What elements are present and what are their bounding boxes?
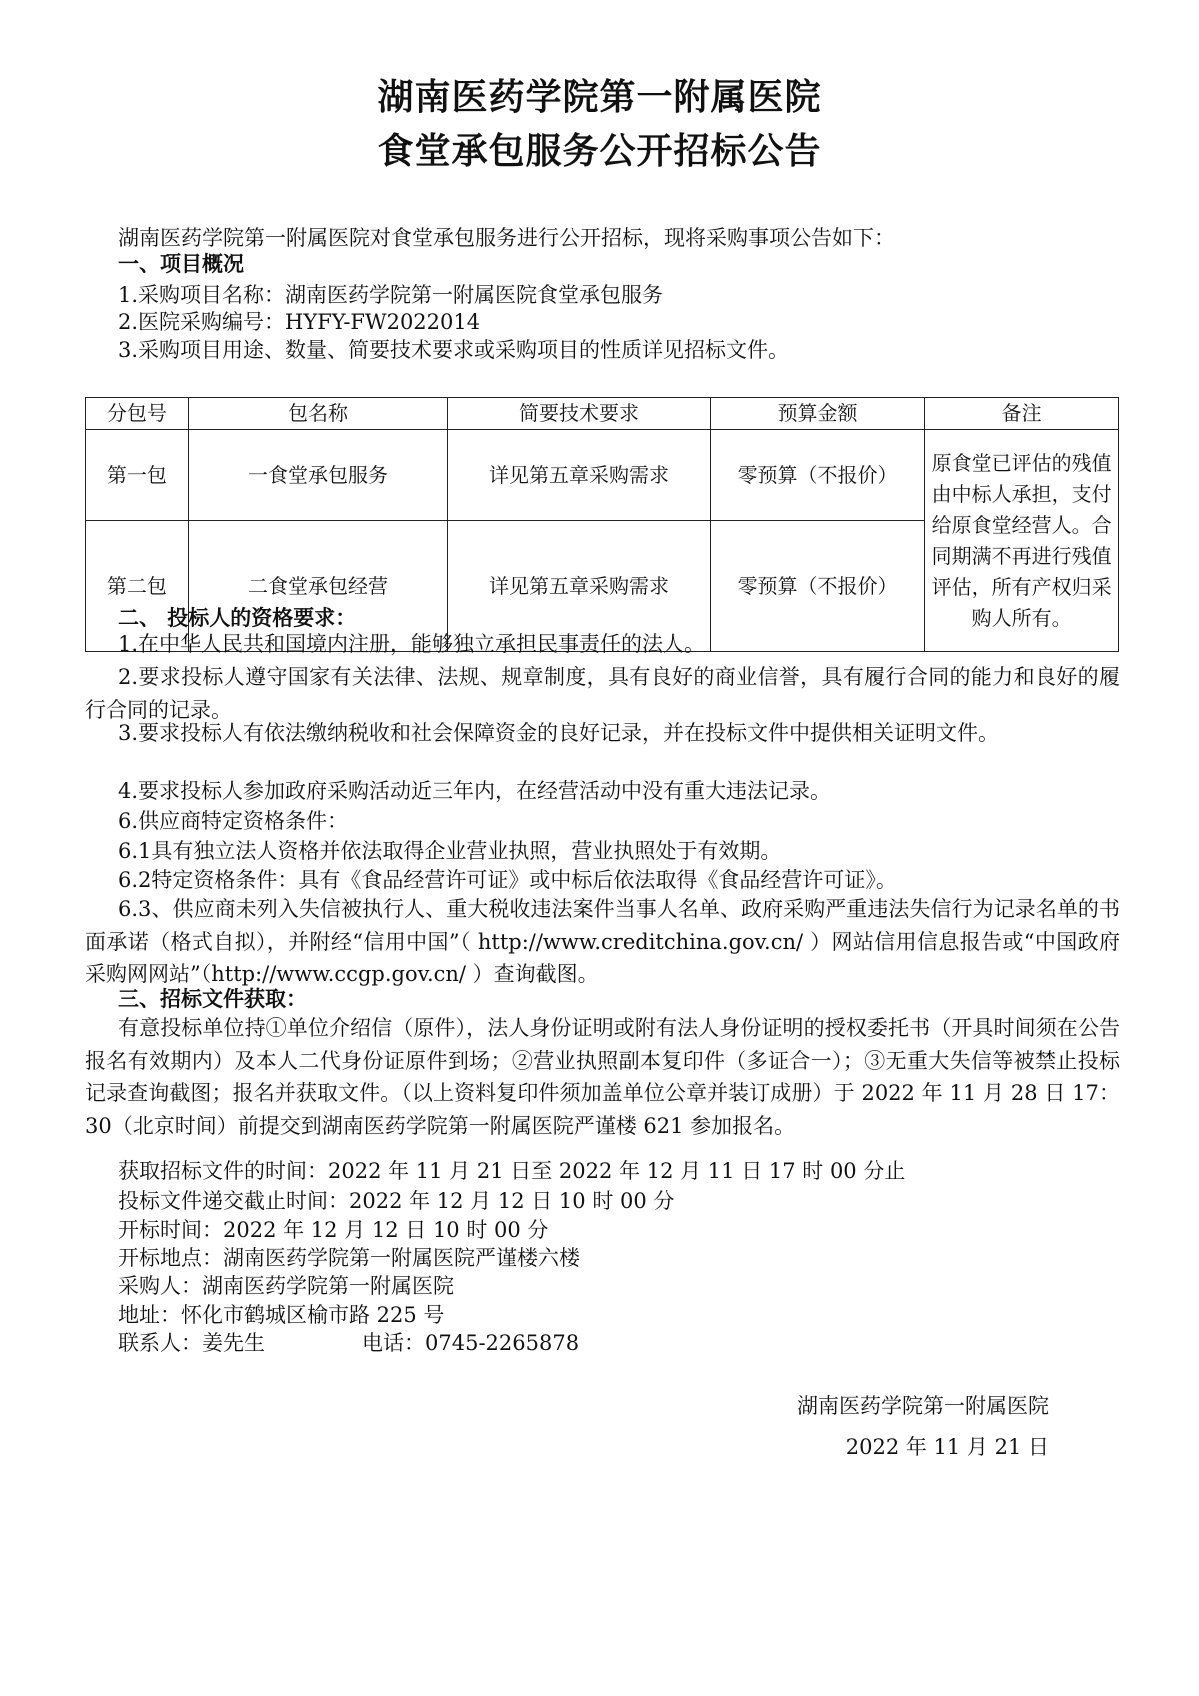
table-header-cell: 简要技术要求	[448, 398, 711, 430]
section1-item: 1.采购项目名称：湖南医药学院第一附属医院食堂承包服务	[118, 283, 664, 307]
table-cell-budget: 零预算（不报价）	[710, 521, 924, 652]
table-header-cell: 预算金额	[710, 398, 924, 430]
section3-paragraph: 有意投标单位持①单位介绍信（原件），法人身份证明或附有法人身份证明的授权委托书（开具时间须在公告报名有效期内）及本人二代身份证原件到场；②营业执照副本复印件（多证合一）；③无重大失信等被禁止投标记录查询截图；报名并获取文件。（以上资料复印件须加盖单位公章并装订成册）于 2022 年 11 月 28 日 17：30（北京时间）前提交到湖南医药学院第一附属医院严谨楼 621 参加报名。	[85, 1016, 1120, 1138]
section2-item: 6.1具有独立法人资格并依法取得企业营业执照，营业执照处于有效期。	[118, 839, 782, 863]
contact-phone: 电话：0745-2265878	[362, 1331, 580, 1355]
table-header-cell: 包名称	[188, 398, 447, 430]
document-title-line1: 湖南医药学院第一附属医院	[377, 77, 822, 118]
section2-heading: 二、 投标人的资格要求：	[118, 606, 357, 630]
section2-item: 6.2特定资格条件：具有《食品经营许可证》或中标后依法取得《食品经营许可证》。	[118, 868, 897, 892]
table-cell-name: 二食堂承包经营	[188, 521, 447, 652]
table-cell-note: 原食堂已评估的残值由中标人承担，支付给原食堂经营人。合同期满不再进行残值评估，所有产权归采购人所有。	[925, 430, 1119, 652]
section2-item: 3.要求投标人有依法缴纳税收和社会保障资金的良好记录，并在投标文件中提供相关证明文件。	[118, 721, 1000, 745]
table-header-cell: 分包号	[86, 398, 189, 430]
section1-item: 2.医院采购编号：HYFY-FW2022014	[118, 310, 481, 334]
section3-line: 开标地点：湖南医药学院第一附属医院严谨楼六楼	[118, 1246, 580, 1270]
section2-item: 2.要求投标人遵守国家有关法律、法规、规章制度，具有良好的商业信誉，具有履行合同的能力和良好的履行合同的记录。	[85, 665, 1120, 722]
section3-line: 地址：怀化市鹤城区榆市路 225 号	[118, 1303, 445, 1327]
section3-line: 投标文件递交截止时间：2022 年 12 月 12 日 10 时 00 分	[118, 1189, 675, 1213]
section2-item: 4.要求投标人参加政府采购活动近三年内，在经营活动中没有重大违法记录。	[118, 779, 832, 803]
table-row	[86, 430, 1119, 521]
section3-line: 采购人：湖南医药学院第一附属医院	[118, 1274, 454, 1298]
intro-text: 湖南医药学院第一附属医院对食堂承包服务进行公开招标，现将采购事项公告如下：	[118, 226, 895, 250]
section2-item: 1.在中华人民共和国境内注册，能够独立承担民事责任的法人。	[118, 632, 706, 656]
signature-date: 2022 年 11 月 21 日	[845, 1435, 1049, 1459]
section3-heading: 三、招标文件获取：	[118, 987, 307, 1011]
section3-line: 开标时间：2022 年 12 月 12 日 10 时 00 分	[118, 1218, 549, 1242]
table-header-row	[86, 398, 1119, 430]
contact-person: 联系人：姜先生	[118, 1331, 265, 1355]
table-cell-package: 第二包	[86, 521, 189, 652]
table-cell-requirement: 详见第五章采购需求	[448, 430, 711, 521]
signature-org: 湖南医药学院第一附属医院	[797, 1394, 1049, 1418]
section2-item: 6.供应商特定资格条件：	[118, 809, 349, 833]
table-cell-package: 第一包	[86, 430, 189, 521]
section2-item: 6.3、供应商未列入失信被执行人、重大税收违法案件当事人名单、政府采购严重违法失信行为记录名单的书面承诺（格式自拟），并附经“信用中国”（ http://www.creditchina.gov.cn/ ）网站信用信息报告或“中国政府采购网网站”（http://www.ccgp.gov.cn/ ）查询截图。	[85, 897, 1120, 986]
table-cell-name: 一食堂承包服务	[188, 430, 447, 521]
document-title-line2: 食堂承包服务公开招标公告	[377, 131, 822, 172]
section3-line: 获取招标文件的时间：2022 年 11 月 21 日至 2022 年 12 月 11 日 17 时 00 分止	[118, 1159, 906, 1183]
table-header-cell: 备注	[925, 398, 1119, 430]
table-cell-budget: 零预算（不报价）	[710, 430, 924, 521]
table-cell-requirement: 详见第五章采购需求	[448, 521, 711, 652]
section1-heading: 一、项目概况	[118, 252, 244, 276]
section1-item: 3.采购项目用途、数量、简要技术要求或采购项目的性质详见招标文件。	[118, 338, 790, 362]
